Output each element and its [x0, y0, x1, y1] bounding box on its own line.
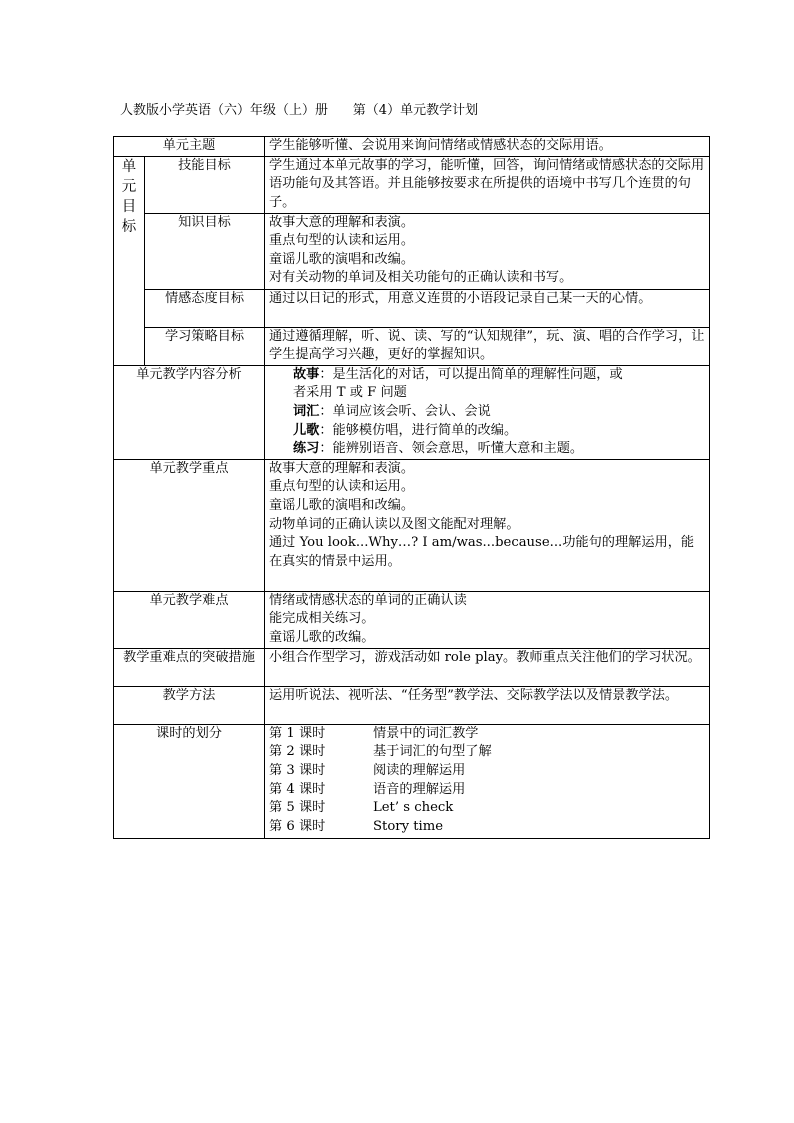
content-theme: 学生能够听懂、会说用来询问情绪或情感状态的交际用语。 — [265, 137, 710, 157]
analysis-item-story: 故事：是生活化的对话，可以提出简单的理解性问题，或 — [293, 366, 623, 382]
label-unit-objectives: 单元目标 — [114, 156, 145, 365]
label-skill: 技能目标 — [145, 156, 265, 213]
content-skill: 学生通过本单元故事的学习，能听懂，回答，询问情绪或情感状态的交际用语功能句及其答语。并且能够按要求在所提供的语境中书写几个连贯的句子。 — [265, 156, 710, 213]
unit-plan-table — [113, 136, 710, 839]
difficulty-line: 情绪或情感状态的单词的正确认读 — [269, 592, 467, 608]
row-periods — [114, 724, 710, 838]
lesson-item: 第 5 课时 Let’ s check — [269, 800, 454, 816]
label-measures: 教学重难点的突破措施 — [114, 648, 265, 686]
row-emotion — [114, 289, 710, 327]
row-difficulties — [114, 591, 710, 648]
lesson-item: 第 3 课时 阅读的理解运用 — [269, 762, 466, 778]
key-point-line: 重点句型的认读和运用。 — [269, 479, 415, 495]
analysis-item-practice: 练习：能辨别语音、领会意思，听懂大意和主题。 — [293, 441, 584, 457]
label-emotion: 情感态度目标 — [145, 289, 265, 327]
key-point-line: 童谣儿歌的演唱和改编。 — [269, 497, 415, 513]
label-theme: 单元主题 — [114, 137, 265, 157]
label-strategy: 学习策略目标 — [145, 327, 265, 365]
content-methods: 运用听说法、视听法、“任务型”教学法、交际教学法以及情景教学法。 — [265, 686, 710, 724]
knowledge-line: 故事大意的理解和表演。 — [269, 214, 415, 230]
key-point-line: 通过 You look...Why…? I am/was...because...功能句的理解运用，能在真实的情景中运用。 — [269, 535, 695, 569]
knowledge-line: 童谣儿歌的演唱和改编。 — [269, 251, 415, 267]
row-content-analysis — [114, 365, 710, 459]
content-difficulties — [265, 591, 710, 648]
row-measures — [114, 648, 710, 686]
lesson-item: 第 4 课时 语音的理解运用 — [269, 781, 466, 797]
key-point-line: 动物单词的正确认读以及图文能配对理解。 — [269, 516, 520, 532]
label-periods: 课时的划分 — [114, 724, 265, 838]
row-theme — [114, 137, 710, 157]
lesson-item: 第 2 课时 基于词汇的句型了解 — [269, 744, 492, 760]
lesson-item: 第 6 课时 Story time — [269, 818, 444, 834]
difficulty-line: 童谣儿歌的改编。 — [269, 629, 375, 645]
analysis-item-song: 儿歌：能够模仿唱，进行简单的改编。 — [293, 422, 518, 438]
lesson-item: 第 1 课时 情景中的词汇教学 — [269, 725, 479, 741]
row-key-points — [114, 459, 710, 591]
analysis-item-story-cont: 者采用 T 或 F 问题 — [293, 385, 407, 401]
difficulty-line: 能完成相关练习。 — [269, 611, 375, 627]
label-content-analysis: 单元教学内容分析 — [114, 365, 265, 459]
content-emotion: 通过以日记的形式，用意义连贯的小语段记录自己某一天的心情。 — [265, 289, 710, 327]
label-knowledge: 知识目标 — [145, 213, 265, 289]
label-difficulties: 单元教学难点 — [114, 591, 265, 648]
row-skill — [114, 156, 710, 213]
knowledge-line: 重点句型的认读和运用。 — [269, 233, 415, 249]
key-point-line: 故事大意的理解和表演。 — [269, 460, 415, 476]
content-analysis — [265, 365, 710, 459]
row-knowledge — [114, 213, 710, 289]
content-key-points — [265, 459, 710, 591]
content-knowledge — [265, 213, 710, 289]
row-strategy — [114, 327, 710, 365]
label-methods: 教学方法 — [114, 686, 265, 724]
knowledge-line: 对有关动物的单词及相关功能句的正确认读和书写。 — [269, 270, 573, 286]
analysis-item-vocab: 词汇：单词应该会听、会认、会说 — [293, 403, 491, 419]
label-key-points: 单元教学重点 — [114, 459, 265, 591]
content-strategy: 通过遵循理解，听、说、读、写的“认知规律”，玩、演、唱的合作学习，让学生提高学习兴趣，更好的掌握知识。 — [265, 327, 710, 365]
row-methods — [114, 686, 710, 724]
content-measures: 小组合作型学习，游戏活动如 role play。教师重点关注他们的学习状况。 — [265, 648, 710, 686]
content-periods — [265, 724, 710, 838]
document-title: 人教版小学英语（六）年级（上）册 第（4）单元教学计划 — [120, 103, 479, 118]
